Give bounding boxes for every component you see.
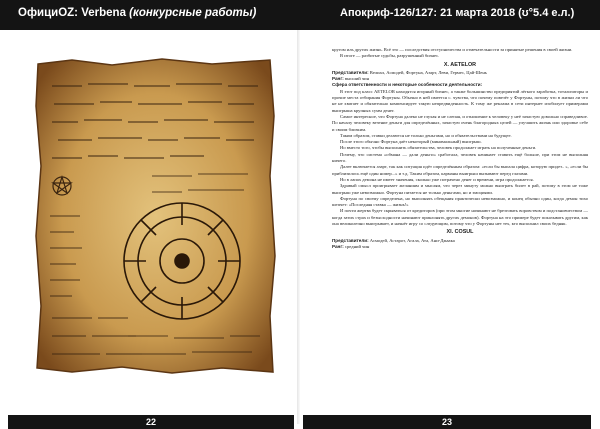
rank-line: Ранг: высший чин — [332, 76, 370, 82]
left-page-footer — [8, 415, 294, 429]
intro-paragraph: кругом иль других жизнь. Всё это — последствия отступничества и отмечательности за принятые решения в своей жизни. — [332, 47, 573, 52]
body-paragraph: После этого обычно Фортуна даёт некоторый (минимальный) выигрыш. — [340, 139, 482, 145]
left-page-number: 22 — [145, 417, 156, 427]
section-title-cosul: XI. COSUL — [446, 229, 474, 236]
left-page — [0, 30, 300, 427]
parchment-illustration — [32, 56, 278, 376]
body-paragraph: Но вместо того, чтобы выполнить обязательства, человек продолжает играть на полученные деньги. — [340, 145, 537, 151]
rank-line: Ранг: средний чин — [332, 243, 370, 249]
body-paragraph: Почему, что система «обмана — дали деньги» сработала, человек начинает ставить ещё больше, при этом не выполняя ничего. — [332, 151, 588, 164]
body-paragraph: И почти жертва будет скрываться от кредиторов (при этом многие начинают не брезговать воровством и подстановчеством — когда затих страх и безысходности начинают приклонять других демонов). Фортуна на это примере будет показывать другим, как она великолепно выигрывает, и начнёт игру со следующим, потому что у Фортуны нет тех, кто выполнил своих бедняк. — [332, 208, 588, 227]
representatives-line: Представители: Велиал, Асмодей, Фортуна, Азарт, Леви, Гермес, Цай-Шень — [332, 69, 487, 75]
left-header-title: ОфициОZ: Verbena (конкурсные работы) — [18, 7, 257, 19]
sphere-heading: Сфера ответственности и некоторые особенности деятельности: — [332, 82, 483, 88]
section-title-aetelor: X. AETELOR — [443, 61, 477, 68]
header-bar — [0, 0, 600, 30]
body-paragraph: Далее включается азарт, так как ситуация идёт определённым образом: «если бы выпала цифра, которую придет.. », «если бы приблизилось ещё один номер...» и т.д. Таким образом, карманы выигрыш вызывают перед глазами. — [332, 164, 588, 176]
body-paragraph: Самое интересное, что Фортуна далеко не глухая и не слепая, и отношение к человеку у неё зачастую довольно справедливое. По началу человеку везение деньги для определённых, зачастую очень благородных целей — улучшить жизнь или здоровье себе и своим близким. — [332, 113, 588, 132]
representatives-line: Представители: Асмодей, Астарот, Агала, Ата, Ани-Джаака — [332, 237, 455, 243]
left-header-subtitle: (конкурсные работы) — [125, 7, 257, 19]
right-page-footer — [303, 415, 591, 429]
body-paragraph: Но в лапах демона не имеет значения, сколько уже потрачено денег и времени, игра продолжается. — [340, 176, 534, 182]
body-paragraph: Таким образом, ставки делаются не только деньгами, но и обязательствами на будущее. — [340, 132, 512, 138]
right-page-number: 23 — [441, 417, 452, 427]
body-paragraph: В этот под класс AETELOR находятся игорный бизнес, а также большинство предприятий лёгкого заработка, тотализаторы и прочие места отбирания Фортуны. Обычно в ней имеется с. чувства, что почему повезёт у Фортуны, потому что в жизни ли что не не хватает и обязательно компенсирует такую непредвиденность. К тому же реклама в сети интернет изобилует примерами выигрыша крупных сумм денег. — [332, 88, 588, 113]
body-paragraph: Фортуна по своему определена, но выполнять обещания практически невозможно, и конец обычно один, когда демон тихо шепчет: «Последняя ставка — жизнь!» — [332, 195, 588, 208]
article-column — [332, 47, 588, 250]
body-paragraph: Здравый смысл проигрывает желаниям и мыслям, что через минуту можно выиграть билет в рай, потому в этом не тоже выигрыш уже невозможно. Фортуна питается не только деньгами, но и эмоциями. — [332, 183, 588, 195]
right-header-title: Апокриф-126/127: 21 марта 2018 (ʊ°5.4 е.л.) — [340, 7, 575, 19]
intro-paragraph: В итоге — разбитые судьбы, разрушенный бизнес. — [340, 53, 440, 59]
